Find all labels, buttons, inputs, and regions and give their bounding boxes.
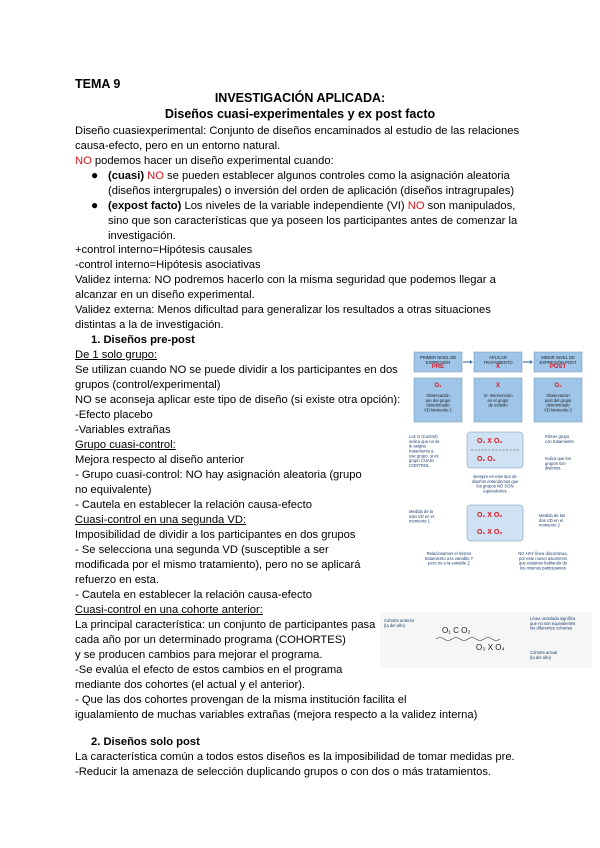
fig3-right-note-2: NO HAY línea discontinua, por este nuevo asumimos que estamos hablando de los mismos participantes [518, 551, 568, 571]
control-line-3: Validez interna: NO podremos hacerlo con la misma seguridad que podemos llegar a [75, 274, 496, 286]
s1-text: - Cautela en establecer la relación causa-efecto [75, 499, 312, 511]
fig1-sym-o2: O₂ [554, 383, 562, 389]
fig3-left-note-1: Medida de la sola VD en el momento 1 [409, 509, 434, 524]
fig1-box-label-2: APLICAR TRATAMIENTO [483, 355, 513, 365]
fig3-row-2: O₁ X O₂ [477, 529, 503, 536]
s1-text: -Efecto placebo [75, 409, 153, 421]
fig3-row-1: O₁ X O₂ [477, 512, 503, 519]
s1-text: Se utilizan cuando NO se puede dividir a los participantes en dos [75, 364, 398, 376]
fig1-sym-o1: O₁ [434, 383, 442, 389]
fig1-desc-2: VI: Intervención en el grupo de estudio [483, 393, 513, 408]
arrow-icon [530, 360, 533, 364]
fig4-bottom-note: Cohorte actual (la del año) [530, 650, 558, 660]
doc-title: TEMA 9 [75, 77, 121, 91]
s1-text: - Que las dos cohortes provengan de la misma institución facilita el [75, 694, 407, 706]
intro-line-2: causa-efecto, pero en un entorno natural. [75, 140, 281, 152]
control-line-5: Validez externa: Menos dificultad para generalizar los resultados a otras situaciones [75, 304, 491, 316]
figure-quasi-control [405, 430, 593, 500]
fig1-tag-pre: PRE [431, 364, 445, 370]
s1-text: - Cautela en establecer la relación causa-efecto [75, 589, 312, 601]
fig1-desc-1: Observación pre del grupo determinado VD Momento 1 [424, 393, 452, 413]
fig1-tag-post: POST [549, 364, 567, 370]
section-1-heading: 1. Diseños pre-post [91, 334, 195, 346]
s1-text: y se producen cambios para mejorar el programa. [75, 649, 323, 661]
fig3-left-note-2: Relacionamos el mismo tratamiento a la variable Y pero no a la variable Z [424, 551, 474, 566]
s2-text: -Reducir la amenaza de selección duplicando grupos o con dos o más tratamientos. [75, 766, 492, 778]
s1-text: - Grupo cuasi-control: NO hay asignación aleatoria (grupo [75, 469, 362, 481]
s1-text: La principal característica: un conjunto de participantes pasa [75, 619, 376, 631]
fig3-right-note-1: Medida de las dos VD en el momento 2 [539, 513, 566, 528]
s1-text: refuerzo en esta. [75, 574, 159, 586]
control-line-4: alcanzar en un diseño experimental. [75, 289, 255, 301]
s1-text: -Variables extrañas [75, 424, 171, 436]
sub-heading: Diseños cuasi-experimentales y ex post facto [164, 107, 436, 121]
fig2-row-2: O₁ O₂ [477, 456, 496, 463]
bullet-2-line-2: sino que son características que ya poseen los participantes antes de comenzar la [108, 215, 518, 227]
fig1-box-label-1: PRIMER NIVEL DE EXPRESIÓN [419, 355, 457, 365]
fig4-left-note: Cohorte anterior (la del año) [384, 618, 415, 628]
intro-line-1: Diseño cuasiexperimental: Conjunto de diseños encaminados al estudio de las relaciones [75, 125, 520, 137]
s1-text: grupos (control/experimental) [75, 379, 221, 391]
s1-text: modificada por el mismo tratamiento), pero no se aplicará [75, 559, 361, 571]
figure-cohort [380, 612, 592, 668]
fig1-desc-3: Observación post del grupo determinado VD Momento 2 [544, 393, 572, 413]
s1-text: mediante dos cohortes (el actual y el anterior). [75, 679, 306, 691]
s1-text: igualamiento de muchas variables extrañas (mejora respecto a la validez interna) [75, 709, 478, 721]
bullet-2-line-1: (expost facto) Los niveles de la variable independiente (VI) NO son manipulados, [108, 200, 516, 212]
fig2-row-1: O₁ X O₂ [477, 438, 503, 445]
s1-text: - Se selecciona una segunda VD (susceptible a ser [75, 544, 329, 556]
bullet-1-line-1: (cuasi) NO se pueden establecer algunos controles como la asignación aleatoria [108, 170, 510, 182]
s1-text: Mejora respecto al diseño anterior [75, 454, 245, 466]
bullet-2-line-3: investigación. [108, 230, 176, 242]
control-line-6: distintas a la de investigación. [75, 319, 224, 331]
s1-text: no equivalente) [75, 484, 152, 496]
arrow-icon [470, 360, 473, 364]
fig4-right-note: Línea ondulada significa que no son equivalentes los diferentes cohortes [530, 616, 576, 631]
s1-sub-1: De 1 solo grupo: [75, 349, 158, 361]
fig1-box-label-3: MEDIR NIVEL DE EXPRESIÓN POST [539, 355, 577, 365]
fig2-bottom-note: siempre en este tipo de diseños entendemos que los grupos NO SON equivalentes [471, 474, 519, 494]
fig4-row-1: O₁ C O₂ [442, 626, 471, 635]
s1-text: -Se evalúa el efecto de estos cambios en el programa [75, 664, 343, 676]
s1-text: NO se aconseja aplicar este tipo de diseño (si existe otra opción): [75, 394, 401, 406]
control-line-1: +control interno=Hipótesis causales [75, 244, 253, 256]
s1-text: cada año por un determinado programa (COHORTES) [75, 634, 346, 646]
s1-sub-2: Grupo cuasi-control: [75, 439, 176, 451]
figure-single-group [410, 350, 588, 426]
fig1-tag-x: X [495, 364, 501, 370]
section-2-heading: 2. Diseños solo post [91, 736, 200, 748]
bullet-1-line-2: (diseños intergrupales) o inversión del orden de aplicación (diseños intragrupales) [108, 185, 515, 197]
no-line: NO podemos hacer un diseño experimental cuando: [75, 155, 334, 167]
fig2-left-note: Los G (Control) indica que no se le asigna tratamiento a ese grupo, si es grupo CUASI CONTROL [409, 434, 440, 468]
s1-text: Imposibilidad de dividir a los participantes en dos grupos [75, 529, 356, 541]
fig2-right-note-2: Indica que los grupos son distintos. [545, 456, 571, 471]
main-heading: INVESTIGACIÓN APLICADA: [214, 91, 386, 105]
control-line-2: -control interno=Hipótesis asociativas [75, 259, 261, 271]
bullet-dot: ● [91, 168, 99, 182]
fig2-right-note-1: Primer grupo con tratamiento [545, 434, 574, 444]
s1-sub-3: Cuasi-control en una segunda VD: [75, 514, 247, 526]
fig1-sym-x: X [495, 383, 501, 389]
s2-text: La característica común a todos estos diseños es la imposibilidad de tomar medidas pre. [75, 751, 515, 763]
s1-sub-4: Cuasi-control en una cohorte anterior: [75, 604, 263, 616]
fig4-row-2: O₃ X O₄ [476, 643, 505, 652]
figure-second-dv [405, 503, 593, 583]
bullet-dot: ● [91, 198, 99, 212]
